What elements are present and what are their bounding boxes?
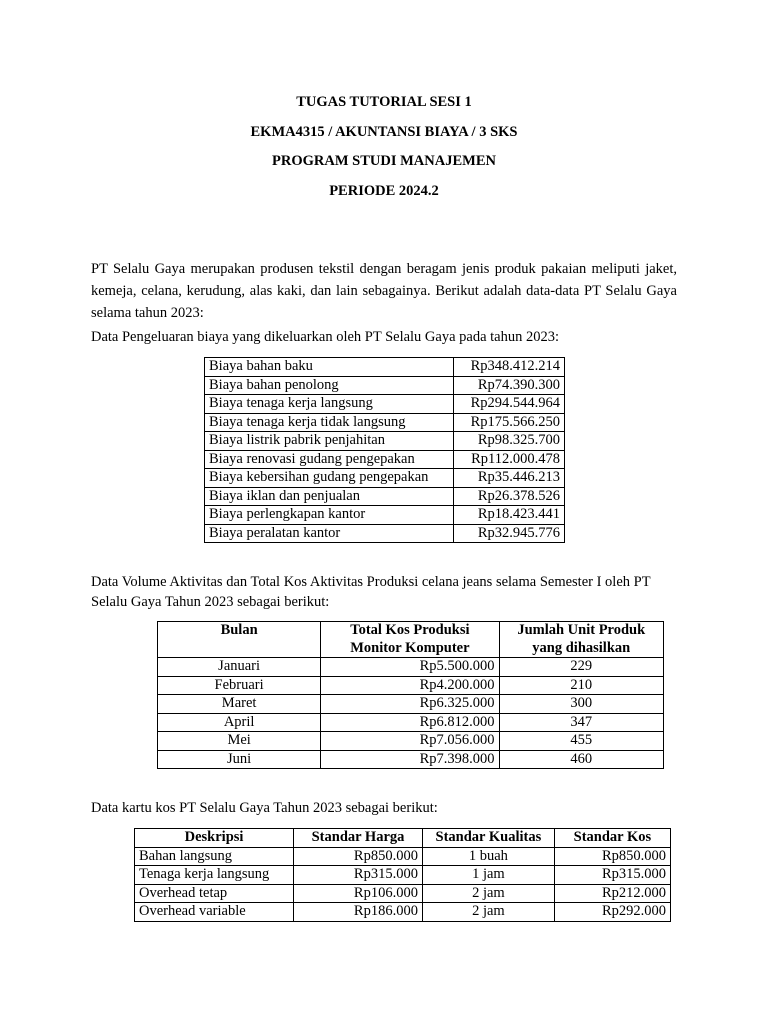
expense-amount: Rp74.390.300 [454,376,565,395]
header-line-1: TUGAS TUTORIAL SESI 1 [296,94,472,110]
cost-cell: Rp7.056.000 [321,732,499,751]
month-cell: Maret [158,695,321,714]
expenses-table [204,357,565,543]
expense-amount: Rp98.325.700 [454,432,565,451]
units-cell: 229 [499,658,664,677]
description-cell: Bahan langsung [135,847,294,866]
expense-amount: Rp32.945.776 [454,524,565,543]
intro-paragraph: PT Selalu Gaya merupakan produsen tekstil dengan beragam jenis produk pakaian meliputi jaket, kemeja, celana, kerudung, alas kaki, dan lain sebagainya. Berikut adalah data-data PT Selalu Gaya selama tahun 2023: [91,261,677,321]
price-cell: Rp186.000 [294,903,423,922]
cost-cell: Rp7.398.000 [321,750,499,769]
table-header-row [158,622,664,658]
header-line-2: EKMA4315 / AKUNTANSI BIAYA / 3 SKS [250,123,518,140]
expense-amount: Rp35.446.213 [454,469,565,488]
table-row [205,524,565,543]
document-header [0,92,768,210]
header-month: Bulan [158,622,321,658]
expense-label: Biaya iklan dan penjualan [205,487,454,506]
month-cell: Februari [158,676,321,695]
header-standard-cost: Standar Kos [554,829,670,848]
header-units: Jumlah Unit Produk yang dihasilkan [499,622,664,658]
table-row [205,376,565,395]
production-table [157,621,664,769]
table-row [205,413,565,432]
table-row [158,713,664,732]
cost-cell: Rp6.325.000 [321,695,499,714]
price-cell: Rp106.000 [294,884,423,903]
table-row [158,750,664,769]
table-row [205,506,565,525]
cost-cell: Rp292.000 [554,903,670,922]
month-cell: Januari [158,658,321,677]
expense-amount: Rp294.544.964 [454,395,565,414]
expense-label: Biaya bahan penolong [205,376,454,395]
cost-cell: Rp4.200.000 [321,676,499,695]
quality-cell: 2 jam [422,884,554,903]
expense-label: Biaya renovasi gudang pengepakan [205,450,454,469]
cost-cell: Rp5.500.000 [321,658,499,677]
expense-amount: Rp26.378.526 [454,487,565,506]
expense-amount: Rp348.412.214 [454,358,565,377]
section-3-title: Data kartu kos PT Selalu Gaya Tahun 2023 sebagai berikut: [91,800,438,816]
units-cell: 210 [499,676,664,695]
expense-label: Biaya tenaga kerja tidak langsung [205,413,454,432]
section-2-title: Data Volume Aktivitas dan Total Kos Aktivitas Produksi celana jeans selama Semester I oleh PT Selalu Gaya Tahun 2023 sebagai berikut: [91,574,651,610]
description-cell: Tenaga kerja langsung [135,866,294,885]
units-cell: 347 [499,713,664,732]
price-cell: Rp850.000 [294,847,423,866]
units-cell: 300 [499,695,664,714]
table-row [205,432,565,451]
table-row [158,658,664,677]
table-header-row [135,829,671,848]
expense-label: Biaya tenaga kerja langsung [205,395,454,414]
header-description: Deskripsi [135,829,294,848]
header-standard-price: Standar Harga [294,829,423,848]
table-row [135,847,671,866]
units-cell: 460 [499,750,664,769]
units-cell: 455 [499,732,664,751]
table-row [158,732,664,751]
expense-label: Biaya listrik pabrik penjahitan [205,432,454,451]
cost-cell: Rp6.812.000 [321,713,499,732]
table-row [158,695,664,714]
expense-amount: Rp175.566.250 [454,413,565,432]
table-row [205,469,565,488]
price-cell: Rp315.000 [294,866,423,885]
description-cell: Overhead variable [135,903,294,922]
table-row [135,866,671,885]
month-cell: Juni [158,750,321,769]
quality-cell: 2 jam [422,903,554,922]
cost-cell: Rp850.000 [554,847,670,866]
table-row [205,450,565,469]
expense-amount: Rp18.423.441 [454,506,565,525]
cost-cell: Rp315.000 [554,866,670,885]
expense-label: Biaya peralatan kantor [205,524,454,543]
expense-label: Biaya perlengkapan kantor [205,506,454,525]
description-cell: Overhead tetap [135,884,294,903]
expense-amount: Rp112.000.478 [454,450,565,469]
table-row [205,395,565,414]
table-row [158,676,664,695]
expense-label: Biaya kebersihan gudang pengepakan [205,469,454,488]
table-row [135,884,671,903]
table-row [135,903,671,922]
header-total-cost: Total Kos Produksi Monitor Komputer [321,622,499,658]
header-standard-quality: Standar Kualitas [422,829,554,848]
section-1-title: Data Pengeluaran biaya yang dikeluarkan oleh PT Selalu Gaya pada tahun 2023: [91,329,560,345]
cost-cell: Rp212.000 [554,884,670,903]
month-cell: April [158,713,321,732]
quality-cell: 1 jam [422,866,554,885]
table-row [205,487,565,506]
quality-cell: 1 buah [422,847,554,866]
expense-label: Biaya bahan baku [205,358,454,377]
month-cell: Mei [158,732,321,751]
header-line-3: PROGRAM STUDI MANAJEMEN [272,153,496,169]
cost-card-table [134,828,671,922]
header-line-4: PERIODE 2024.2 [329,182,439,199]
table-row [205,358,565,377]
